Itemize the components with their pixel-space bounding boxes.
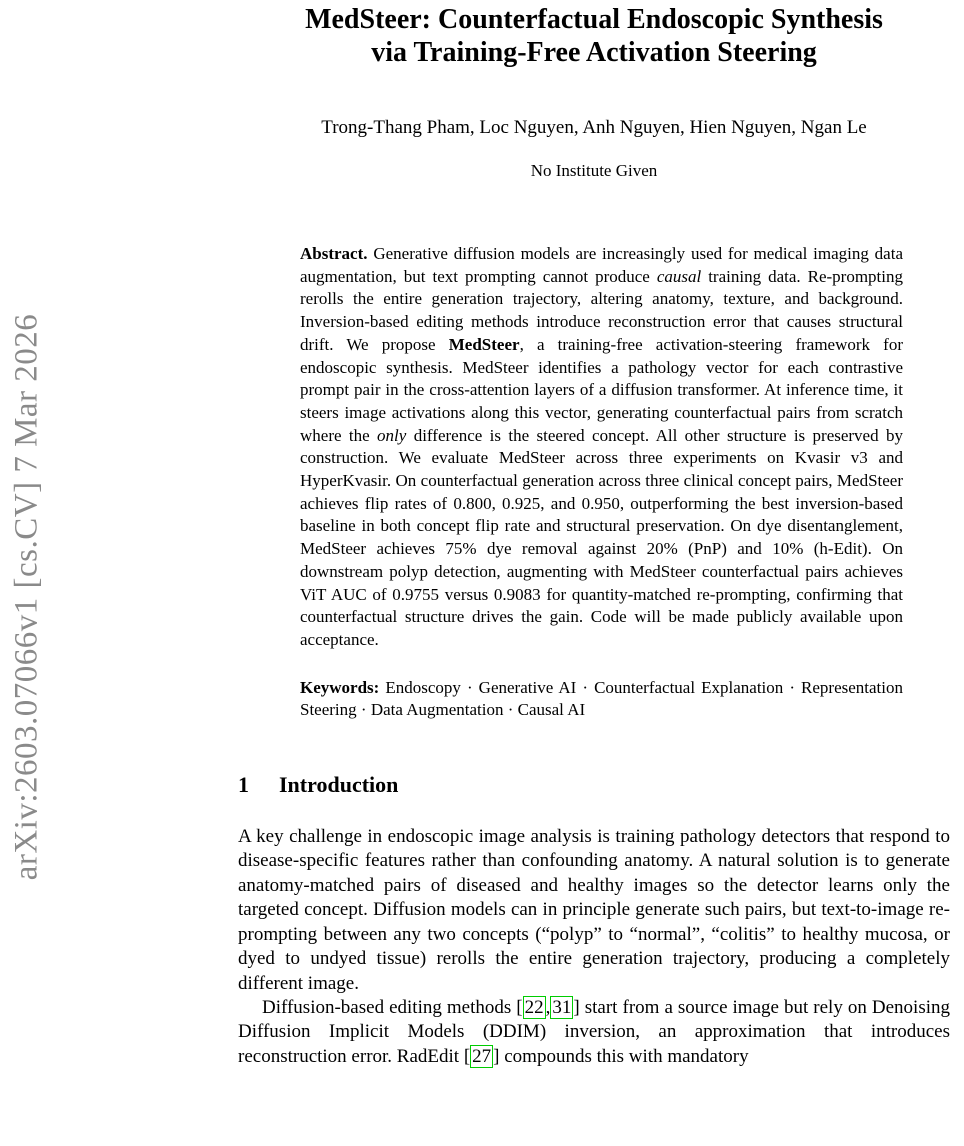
text-segment: training data. Re-prompting rerolls the entire generation trajectory, altering anatomy, texture, and background. Inversion-based editing methods introduce reconstruction error that causes structural drift. We propose — [300, 266, 903, 354]
text-segment: MedSteer — [448, 334, 520, 354]
institute-line: No Institute Given — [530, 161, 658, 180]
citation-link[interactable]: 22 — [524, 996, 544, 1018]
text-segment: difference is the steered concept. All other structure is preserved by construction. We evaluate MedSteer across three experiments on Kvasir v3 and HyperKvasir. On counterfactual generation across three clinical concept pairs, MedSteer achieves flip rates of 0.800, 0.925, and 0.950, outperforming the best inversion-based baseline in both concept flip rate and structural preservation. On dye disentanglement, MedSteer achieves 75% dye removal against 20% (PnP) and 10% (h-Edit). On downstream polyp detection, augmenting with MedSteer counterfactual pairs achieves ViT AUC of 0.9755 versus 0.9083 for quantity-matched re-prompting, confirming that counterfactual structure drives the gain. Code will be made publicly available upon acceptance. — [300, 425, 903, 649]
keywords-paragraph — [300, 677, 903, 722]
paper-title — [238, 0, 950, 69]
section-heading-introduction — [238, 772, 950, 798]
section-number: 1 — [238, 772, 249, 798]
text-segment: Diffusion-based editing methods [ — [262, 996, 523, 1018]
text-segment: causal — [656, 266, 702, 286]
text-segment: ] start from a source image but rely on Denoising Diffusion Implicit Models (DDIM) inversion, an approximation that introduces reconstruction error. RadEdit [ — [238, 996, 950, 1067]
citation-link[interactable]: 31 — [552, 996, 572, 1018]
author-list: Trong-Thang Pham, Loc Nguyen, Anh Nguyen, Hien Nguyen, Ngan Le — [321, 117, 867, 138]
intro-paragraph-1: A key challenge in endoscopic image analysis is training pathology detectors that respond to disease-specific features rather than confounding anatomy. A natural solution is to generate anatomy-matched pairs of diseased and healthy images so the detector learns only the targeted concept. Diffusion models can in principle generate such pairs, but text-to-image re-prompting between any two concepts (“polyp” to “normal”, “colitis” to healthy mucosa, or dyed to undyed tissue) rerolls the entire generation trajectory, producing a completely different image. — [238, 826, 950, 994]
paper-title-line-2: via Training-Free Activation Steering — [371, 37, 817, 68]
text-segment: , — [545, 996, 551, 1018]
paper-title-line-1: MedSteer: Counterfactual Endoscopic Synthesis — [305, 4, 883, 35]
text-segment: Abstract. — [300, 244, 368, 263]
text-segment: Keywords: — [300, 677, 380, 697]
text-segment: Endoscopy · Generative AI · Counterfactual Explanation · Representation Steering · Data Augmentation · Causal AI — [300, 677, 903, 720]
text-segment: Generative diffusion models are increasingly used for medical imaging data augmentation, but text prompting cannot produce — [300, 244, 903, 286]
intro-paragraph-2 — [238, 996, 950, 1069]
section-title: Introduction — [279, 772, 399, 798]
citation-link[interactable]: 27 — [472, 1045, 492, 1067]
paper-content — [238, 0, 950, 1069]
text-segment: only — [377, 425, 407, 445]
text-segment: , a training-free activation-steering framework for endoscopic synthesis. MedSteer identifies a pathology vector for each contrastive prompt pair in the cross-attention layers of a diffusion transformer. At inference time, it steers image activations along this vector, generating counterfactual pairs from scratch where the — [300, 334, 903, 445]
abstract-paragraph — [300, 243, 903, 652]
arxiv-watermark: arXiv:2603.07066v1 [cs.CV] 7 Mar 2026 — [8, 313, 45, 881]
text-segment: ] compounds this with mandatory — [493, 1045, 749, 1067]
